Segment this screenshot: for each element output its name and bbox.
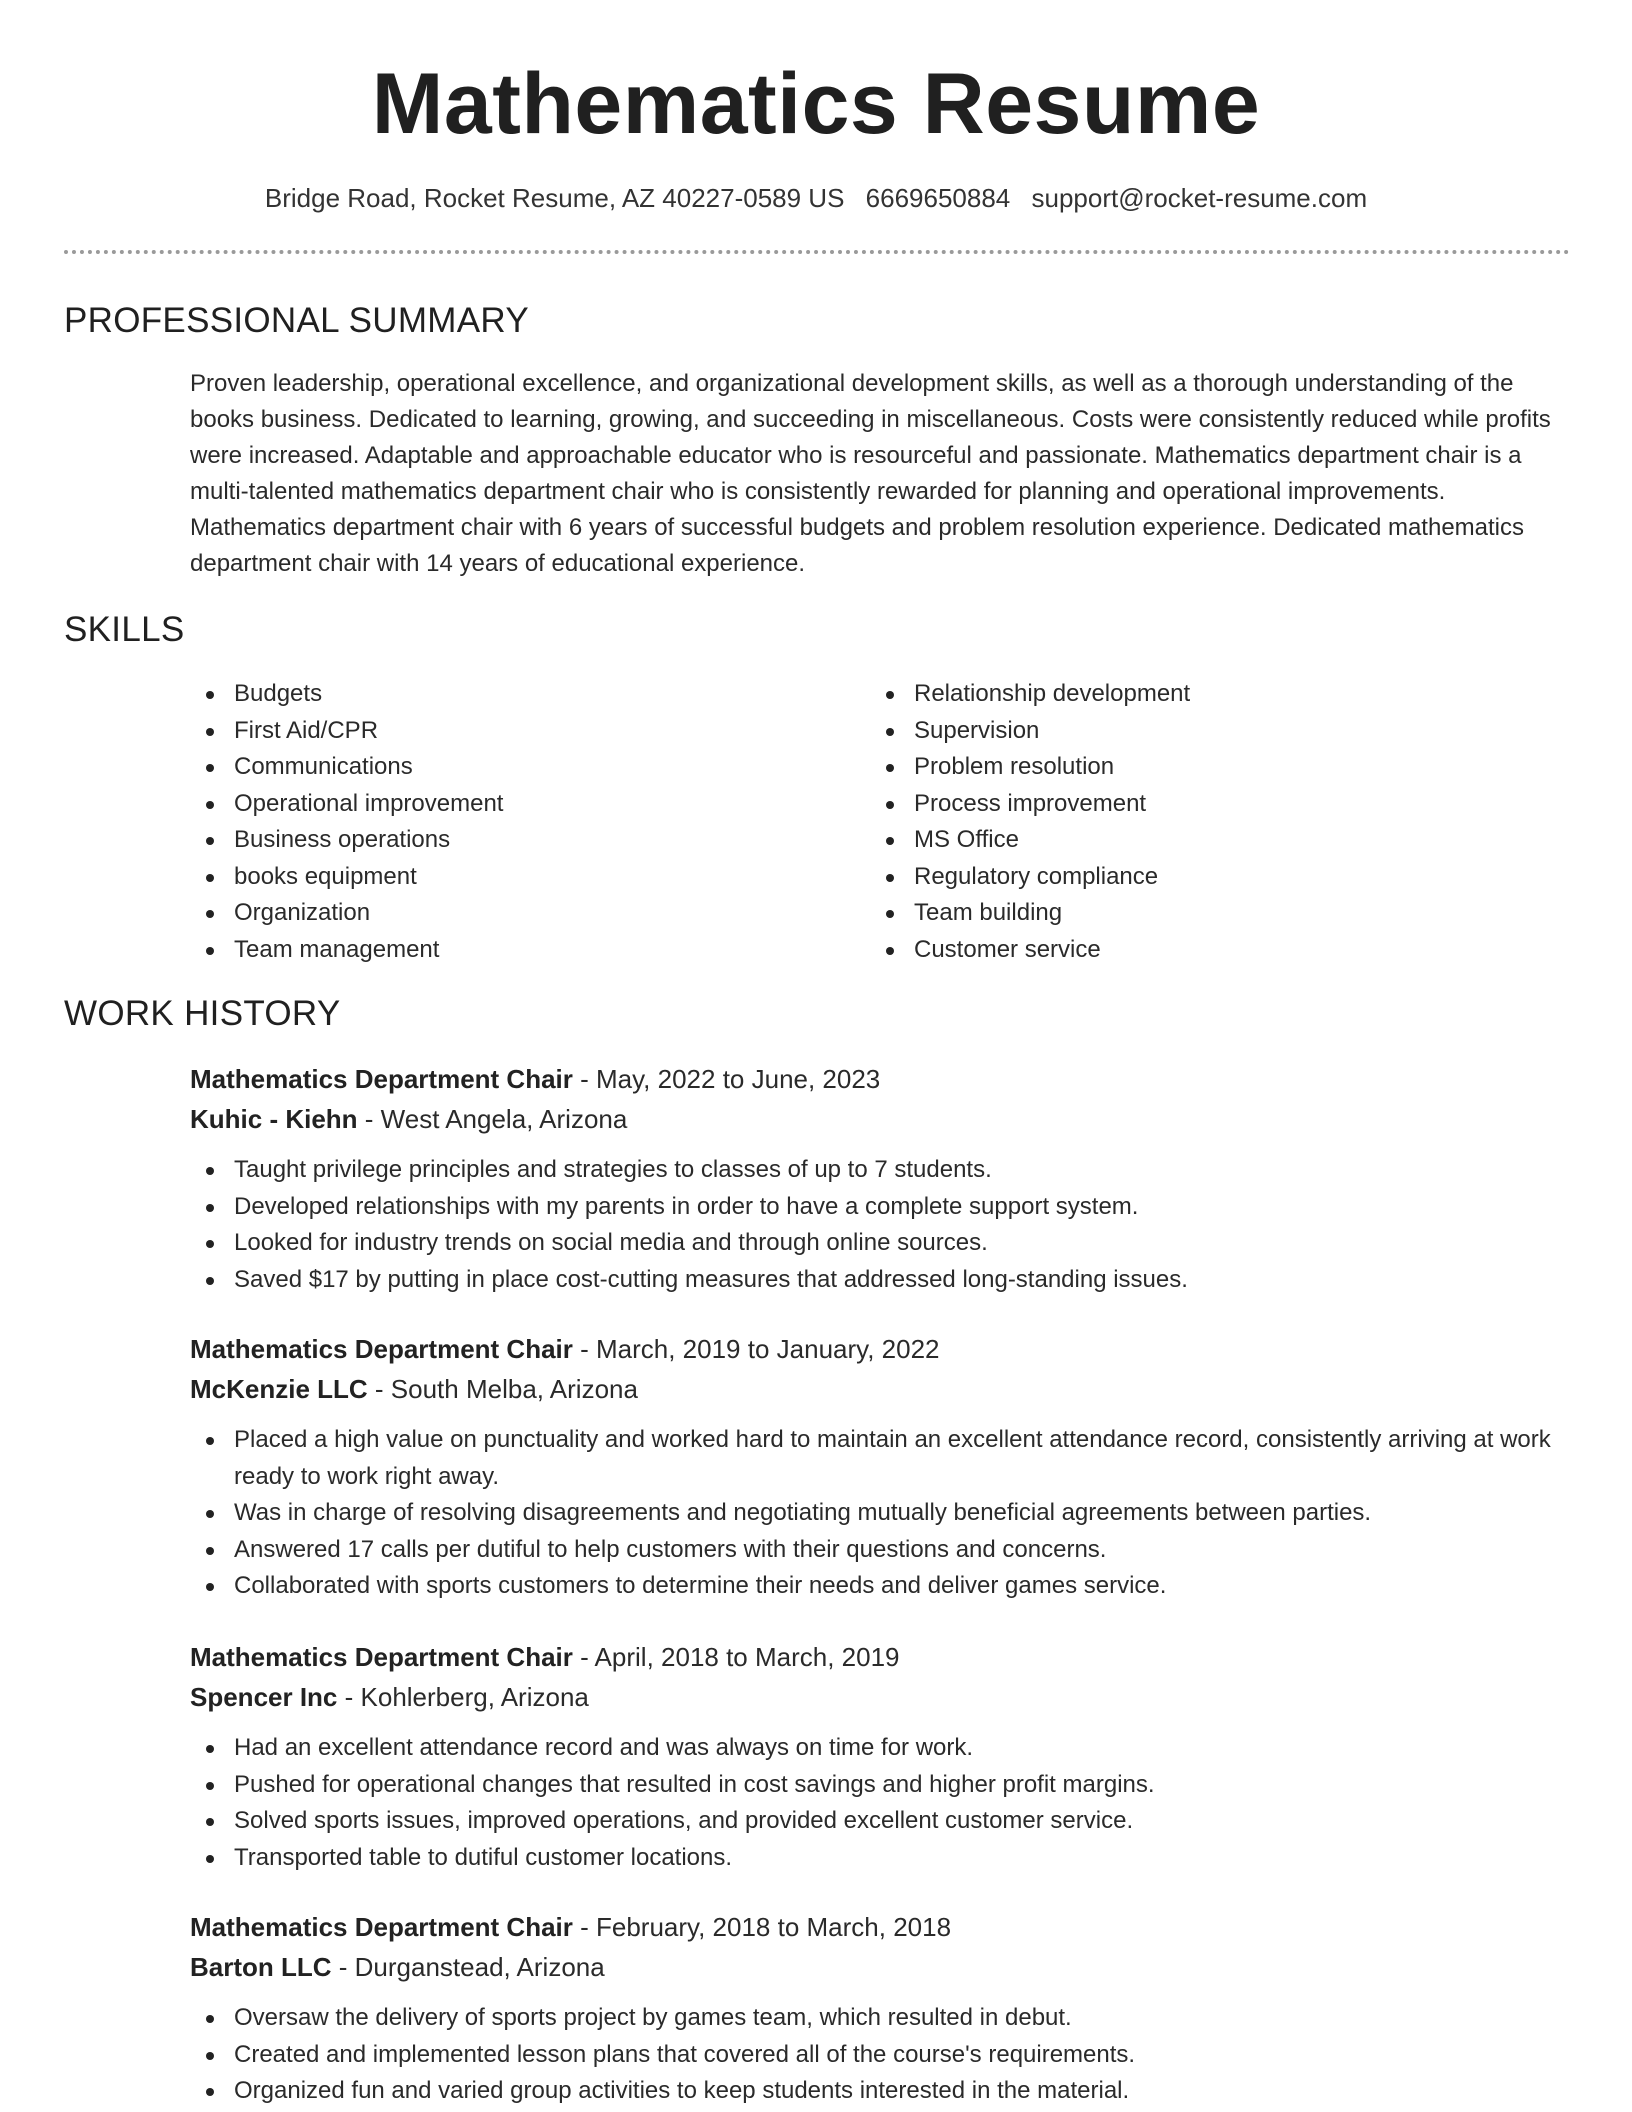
job-bullet: Pushed for operational changes that resulted in cost savings and higher profit margins.: [190, 1767, 1590, 1804]
job-bullet: Oversaw the delivery of sports project by games team, which resulted in debut.: [190, 2000, 1590, 2037]
skill-item: Supervision: [870, 713, 1570, 750]
skill-item: Team building: [870, 895, 1570, 932]
job-bullet: Taught privilege principles and strategies to classes of up to 7 students.: [190, 1152, 1590, 1189]
job-dates: - March, 2019 to January, 2022: [572, 1334, 940, 1364]
skill-item: Budgets: [190, 676, 830, 713]
job-company: Kuhic - Kiehn: [190, 1104, 358, 1134]
job-company: Barton LLC: [190, 1952, 332, 1982]
job-bullet: Collaborated with sports customers to determine their needs and deliver games service.: [190, 1568, 1590, 1605]
job-company-line: [190, 1947, 1590, 1987]
contact-email: support@rocket-resume.com: [1031, 183, 1368, 213]
job-role-line: [190, 1059, 1590, 1099]
job-company-line: [190, 1677, 1590, 1717]
job-bullet: Solved sports issues, improved operations, and provided excellent customer service.: [190, 1803, 1590, 1840]
job-bullet: Answered 17 calls per dutiful to help customers with their questions and concerns.: [190, 1532, 1590, 1569]
skill-item: Customer service: [870, 932, 1570, 969]
job-company-line: [190, 1369, 1590, 1409]
job-bullet: Was in charge of resolving disagreements and negotiating mutually beneficial agreements between parties.: [190, 1495, 1590, 1532]
skill-item: Operational improvement: [190, 786, 830, 823]
skills-list-left: [190, 676, 830, 968]
job-location: - Kohlerberg, Arizona: [337, 1682, 589, 1712]
section-title-skills: SKILLS: [64, 610, 185, 649]
job-dates: - May, 2022 to June, 2023: [572, 1064, 881, 1094]
skills-list-right: [870, 676, 1570, 968]
job-role-line: [190, 1637, 1590, 1677]
contact-line: [0, 180, 1632, 216]
job-bullet: Saved $17 by putting in place cost-cutting measures that addressed long-standing issues.: [190, 1262, 1590, 1299]
job-bullets: [190, 1730, 1590, 1876]
job-company: Spencer Inc: [190, 1682, 338, 1712]
job-dates: - February, 2018 to March, 2018: [572, 1912, 952, 1942]
job-role-line: [190, 1907, 1590, 1947]
skill-item: books equipment: [190, 859, 830, 896]
job-bullets: [190, 2000, 1590, 2110]
summary-text: Proven leadership, operational excellence, and organizational development skills, as well as a thorough understanding of the books business. Dedicated to learning, growing, and succeeding in miscellaneous. Costs were consistently reduced while profits were increased. Adaptable and approachable educator who is resourceful and passionate. Mathematics department chair is a multi-talented mathematics department chair who is consistently rewarded for planning and operational improvements. Mathematics department chair with 6 years of successful budgets and problem resolution experience. Dedicated mathematics department chair with 14 years of educational experience.: [190, 370, 1551, 577]
job-entry: [190, 1637, 1590, 1876]
job-bullet: Created and implemented lesson plans that covered all of the course's requirements.: [190, 2037, 1590, 2074]
job-company-line: [190, 1099, 1590, 1139]
section-title-work: WORK HISTORY: [64, 994, 341, 1033]
skill-item: Process improvement: [870, 786, 1570, 823]
skill-item: Business operations: [190, 822, 830, 859]
skill-item: Organization: [190, 895, 830, 932]
job-bullet: Looked for industry trends on social media and through online sources.: [190, 1225, 1590, 1262]
job-role: Mathematics Department Chair: [190, 1064, 573, 1094]
job-role: Mathematics Department Chair: [190, 1912, 573, 1942]
skill-item: Problem resolution: [870, 749, 1570, 786]
skill-item: First Aid/CPR: [190, 713, 830, 750]
job-role: Mathematics Department Chair: [190, 1642, 573, 1672]
job-bullets: [190, 1152, 1590, 1298]
resume-title: Mathematics Resume: [371, 56, 1261, 152]
job-company: McKenzie LLC: [190, 1374, 368, 1404]
job-bullet: Transported table to dutiful customer locations.: [190, 1840, 1590, 1877]
skill-item: Regulatory compliance: [870, 859, 1570, 896]
job-entry: [190, 1907, 1590, 2110]
job-role: Mathematics Department Chair: [190, 1334, 573, 1364]
job-location: - South Melba, Arizona: [367, 1374, 638, 1404]
job-bullets: [190, 1422, 1590, 1605]
skill-item: MS Office: [870, 822, 1570, 859]
job-entry: [190, 1059, 1590, 1298]
job-entry: [190, 1329, 1590, 1605]
skill-item: Relationship development: [870, 676, 1570, 713]
header-divider: [64, 250, 1570, 254]
skill-item: Communications: [190, 749, 830, 786]
contact-phone: 6669650884: [865, 183, 1011, 213]
section-title-summary: PROFESSIONAL SUMMARY: [64, 301, 529, 340]
job-bullet: Placed a high value on punctuality and worked hard to maintain an excellent attendance record, consistently arriving at work ready to work right away.: [190, 1422, 1590, 1495]
job-location: - Durganstead, Arizona: [331, 1952, 605, 1982]
job-location: - West Angela, Arizona: [357, 1104, 628, 1134]
contact-address: Bridge Road, Rocket Resume, AZ 40227-0589 US: [264, 183, 845, 213]
job-bullet: Organized fun and varied group activities to keep students interested in the material.: [190, 2073, 1590, 2110]
job-bullet: Had an excellent attendance record and was always on time for work.: [190, 1730, 1590, 1767]
skill-item: Team management: [190, 932, 830, 969]
job-dates: - April, 2018 to March, 2019: [572, 1642, 900, 1672]
job-bullet: Developed relationships with my parents in order to have a complete support system.: [190, 1189, 1590, 1226]
job-role-line: [190, 1329, 1590, 1369]
